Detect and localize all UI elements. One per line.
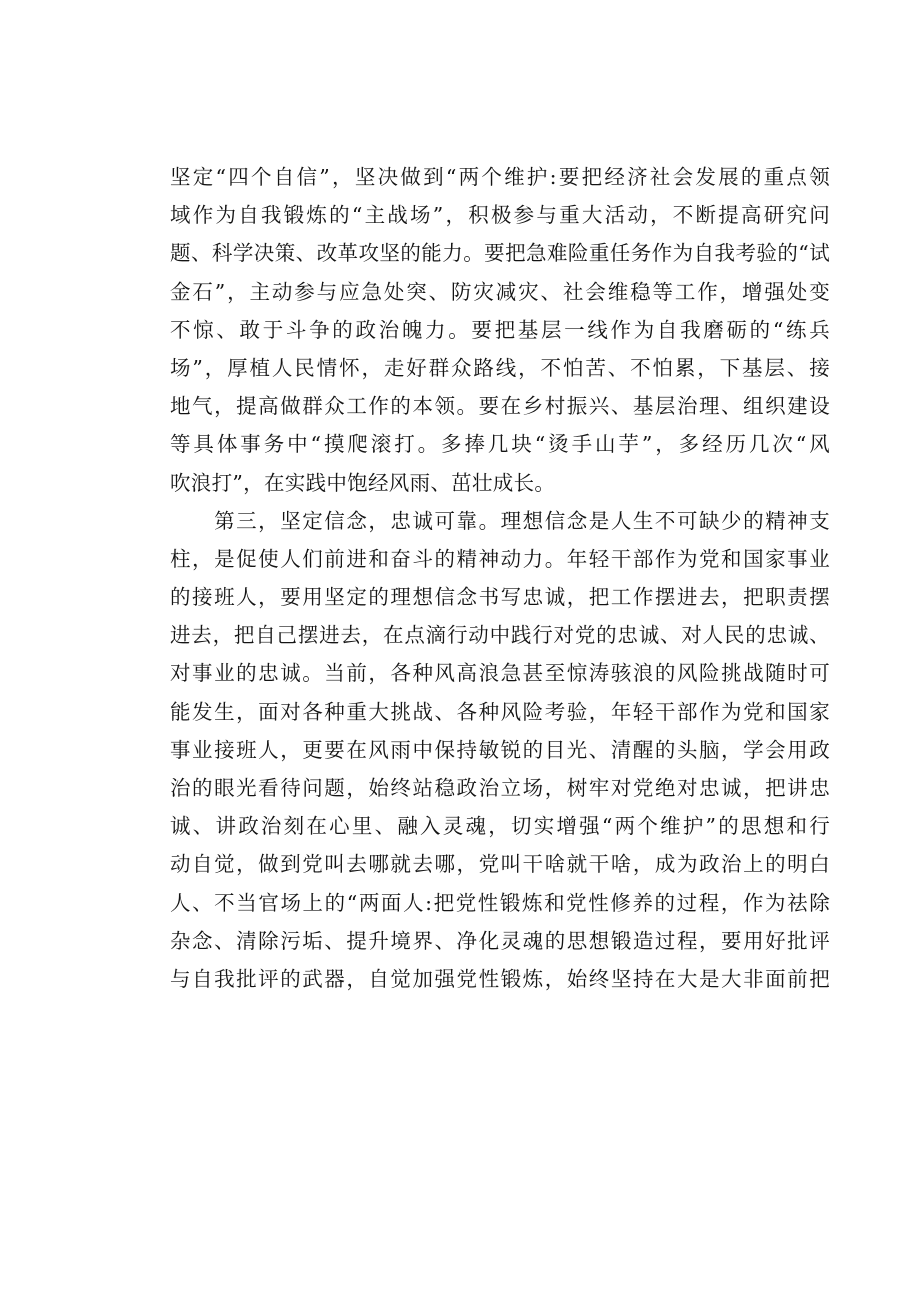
text-line: 杂念、清除污垢、提升境界、净化灵魂的思想锻造过程，要用好批评 xyxy=(170,928,830,953)
text-line: 治的眼光看待问题，始终站稳政治立场，树牢对党绝对忠诚，把讲忠 xyxy=(170,776,830,800)
text-line: 诚、讲政治刻在心里、融入灵魂，切实增强“两个维护”的思想和行 xyxy=(170,814,830,839)
paragraph-start-line: 第三，坚定信念，忠诚可靠。理想信念是人生不可缺少的精神支 xyxy=(170,508,830,533)
text-line: 场”，厚植人民情怀，走好群众路线，不怕苦、不怕累，下基层、接 xyxy=(170,355,830,380)
text-line: 与自我批评的武器，自觉加强党性锻炼，始终坚持在大是大非面前把 xyxy=(170,966,830,991)
text-line: 的接班人，要用坚定的理想信念书写忠诚，把工作摆进去，把职责摆 xyxy=(170,585,830,610)
text-line: 能发生，面对各种重大挑战、各种风险考验，年轻干部作为党和国家 xyxy=(170,699,830,724)
text-line: 动自觉，做到党叫去哪就去哪，党叫干啥就干啥，成为政治上的明白 xyxy=(170,852,830,877)
text-line: 事业接班人，更要在风雨中保持敏锐的目光、清醒的头脑，学会用政 xyxy=(170,737,830,762)
text-line: 不惊、敢于斗争的政治魄力。要把基层一线作为自我磨砺的“练兵 xyxy=(170,317,830,342)
text-line: 域作为自我锻炼的“主战场”，积极参与重大活动，不断提高研究问 xyxy=(170,203,830,228)
text-line: 地气，提高做群众工作的本领。要在乡村振兴、基层治理、组织建设 xyxy=(170,394,830,419)
text-line: 柱，是促使人们前进和奋斗的精神动力。年轻干部作为党和国家事业 xyxy=(170,546,830,571)
text-line: 等具体事务中“摸爬滚打。多捧几块“烫手山芋”，多经历几次“风 xyxy=(170,432,830,457)
text-line: 人、不当官场上的“两面人:把党性锻炼和党性修养的过程，作为祛除 xyxy=(170,890,830,915)
text-line: 金石”，主动参与应急处突、防灾减灾、社会维稳等工作，增强处变 xyxy=(170,279,830,304)
paragraph-end-line: 吹浪打”，在实践中饱经风雨、茁壮成长。 xyxy=(170,470,556,495)
text-line: 坚定“四个自信”，坚决做到“两个维护:要把经济社会发展的重点领 xyxy=(170,165,830,189)
text-line: 题、科学决策、改革攻坚的能力。要把急难险重任务作为自我考验的“试 xyxy=(170,241,830,266)
text-line: 进去，把自己摆进去，在点滴行动中践行对党的忠诚、对人民的忠诚、 xyxy=(170,623,830,648)
body-text xyxy=(170,158,830,998)
text-line: 对事业的忠诚。当前，各种风高浪急甚至惊涛骇浪的风险挑战随时可 xyxy=(170,661,830,686)
